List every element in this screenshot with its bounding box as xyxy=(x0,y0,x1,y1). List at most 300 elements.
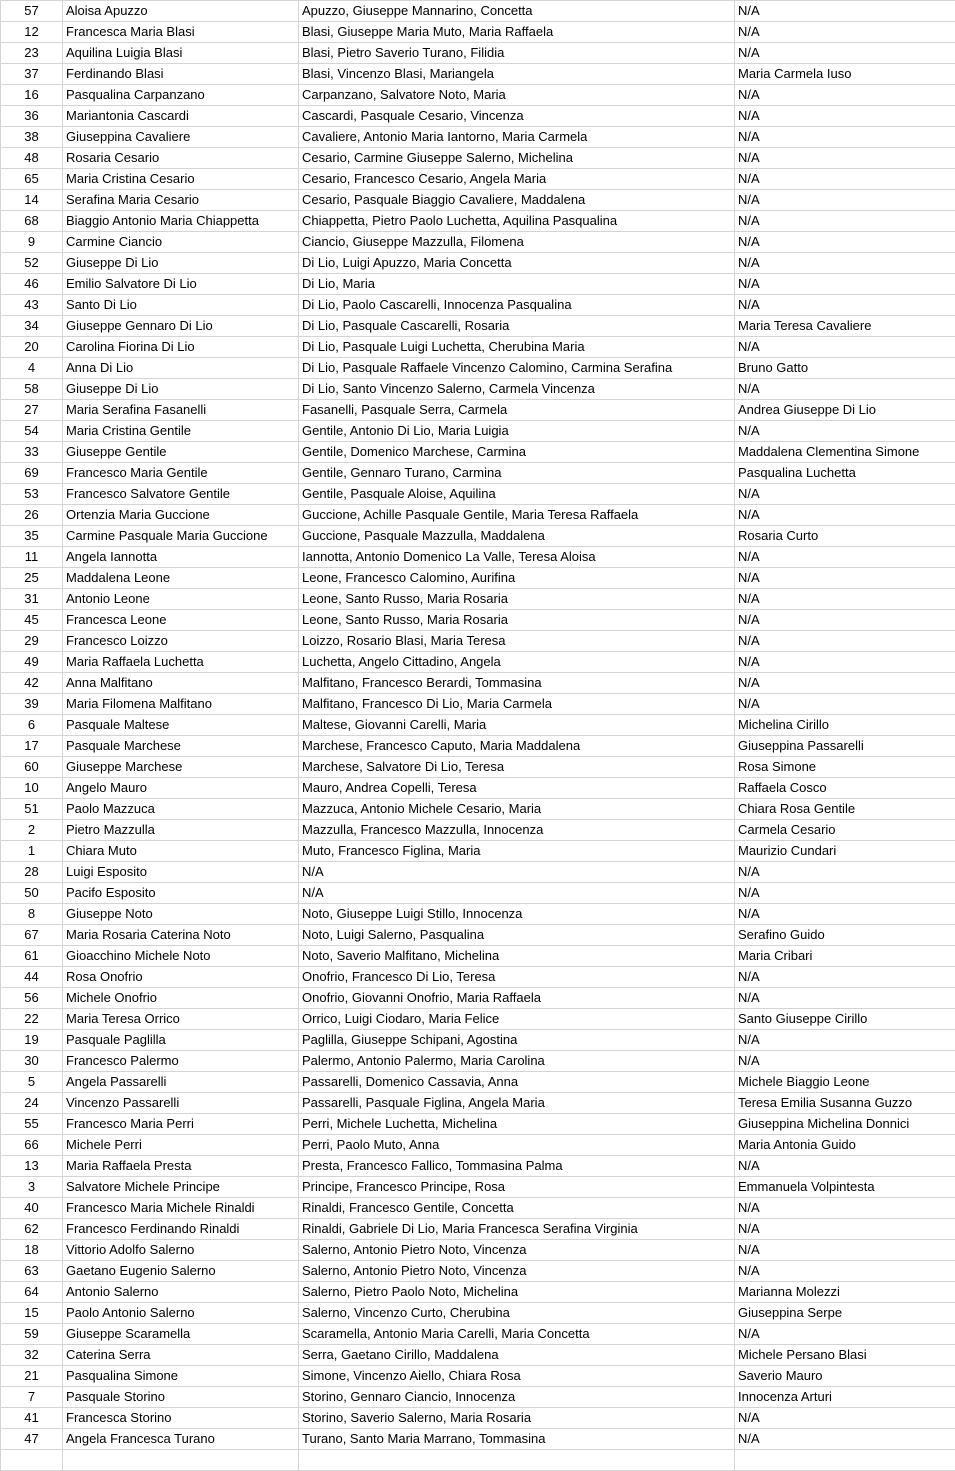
id-cell[interactable]: 19 xyxy=(1,1030,63,1051)
id-cell[interactable]: 63 xyxy=(1,1261,63,1282)
table-row xyxy=(1,673,955,694)
parents-cell[interactable]: Blasi, Pietro Saverio Turano, Filidia xyxy=(299,43,735,64)
parents-cell[interactable]: Cesario, Francesco Cesario, Angela Maria xyxy=(299,169,735,190)
spouse-cell[interactable]: N/A xyxy=(735,1261,955,1282)
parents-cell[interactable]: Rinaldi, Francesco Gentile, Concetta xyxy=(299,1198,735,1219)
spouse-cell[interactable]: Pasqualina Luchetta xyxy=(735,463,955,484)
parents-cell[interactable]: Chiappetta, Pietro Paolo Luchetta, Aquilina Pasqualina xyxy=(299,211,735,232)
id-cell[interactable]: 25 xyxy=(1,568,63,589)
spouse-cell[interactable]: Teresa Emilia Susanna Guzzo xyxy=(735,1093,955,1114)
table-row xyxy=(1,1030,955,1051)
spouse-cell[interactable]: N/A xyxy=(735,295,955,316)
id-cell[interactable]: 36 xyxy=(1,106,63,127)
spouse-cell[interactable]: Raffaela Cosco xyxy=(735,778,955,799)
spouse-cell[interactable]: N/A xyxy=(735,1051,955,1072)
parents-cell[interactable]: Iannotta, Antonio Domenico La Valle, Teresa Aloisa xyxy=(299,547,735,568)
spouse-cell[interactable]: Michele Persano Blasi xyxy=(735,1345,955,1366)
parents-cell[interactable]: N/A xyxy=(299,862,735,883)
spouse-cell[interactable]: N/A xyxy=(735,1156,955,1177)
parents-cell[interactable]: Cesario, Carmine Giuseppe Salerno, Michelina xyxy=(299,148,735,169)
parents-cell[interactable]: Muto, Francesco Figlina, Maria xyxy=(299,841,735,862)
id-cell[interactable]: 40 xyxy=(1,1198,63,1219)
id-cell[interactable]: 17 xyxy=(1,736,63,757)
parents-cell[interactable]: Gentile, Antonio Di Lio, Maria Luigia xyxy=(299,421,735,442)
name-cell[interactable]: Angela Passarelli xyxy=(63,1072,299,1093)
parents-cell[interactable]: Noto, Saverio Malfitano, Michelina xyxy=(299,946,735,967)
spouse-cell[interactable]: N/A xyxy=(735,85,955,106)
name-cell[interactable]: Michele Onofrio xyxy=(63,988,299,1009)
id-cell[interactable]: 2 xyxy=(1,820,63,841)
table-row xyxy=(1,1387,955,1408)
parents-cell[interactable]: Gentile, Gennaro Turano, Carmina xyxy=(299,463,735,484)
name-cell[interactable]: Antonio Leone xyxy=(63,589,299,610)
name-cell[interactable]: Maddalena Leone xyxy=(63,568,299,589)
name-cell[interactable]: Vittorio Adolfo Salerno xyxy=(63,1240,299,1261)
parents-cell[interactable]: Paglilla, Giuseppe Schipani, Agostina xyxy=(299,1030,735,1051)
parents-cell[interactable]: Perri, Michele Luchetta, Michelina xyxy=(299,1114,735,1135)
id-cell[interactable]: 46 xyxy=(1,274,63,295)
table-row xyxy=(1,694,955,715)
name-cell[interactable]: Rosaria Cesario xyxy=(63,148,299,169)
id-cell[interactable]: 41 xyxy=(1,1408,63,1429)
id-cell[interactable]: 43 xyxy=(1,295,63,316)
name-cell[interactable]: Angela Francesca Turano xyxy=(63,1429,299,1450)
id-cell[interactable]: 21 xyxy=(1,1366,63,1387)
id-cell[interactable]: 53 xyxy=(1,484,63,505)
table-row xyxy=(1,358,955,379)
id-cell[interactable]: 29 xyxy=(1,631,63,652)
spouse-cell[interactable]: Maria Carmela Iuso xyxy=(735,64,955,85)
name-cell[interactable]: Francesco Ferdinando Rinaldi xyxy=(63,1219,299,1240)
name-cell[interactable]: Maria Filomena Malfitano xyxy=(63,694,299,715)
parents-cell[interactable]: Storino, Gennaro Ciancio, Innocenza xyxy=(299,1387,735,1408)
parents-cell[interactable]: Principe, Francesco Principe, Rosa xyxy=(299,1177,735,1198)
name-cell[interactable]: Francesco Palermo xyxy=(63,1051,299,1072)
spouse-cell[interactable]: N/A xyxy=(735,862,955,883)
name-cell[interactable]: Serafina Maria Cesario xyxy=(63,190,299,211)
id-cell[interactable]: 14 xyxy=(1,190,63,211)
name-cell[interactable]: Francesca Storino xyxy=(63,1408,299,1429)
id-cell[interactable]: 26 xyxy=(1,505,63,526)
name-cell[interactable]: Francesco Salvatore Gentile xyxy=(63,484,299,505)
spouse-cell[interactable]: N/A xyxy=(735,568,955,589)
name-cell[interactable]: Carolina Fiorina Di Lio xyxy=(63,337,299,358)
parents-cell[interactable]: Noto, Luigi Salerno, Pasqualina xyxy=(299,925,735,946)
spouse-cell[interactable]: N/A xyxy=(735,22,955,43)
parents-cell[interactable]: Presta, Francesco Fallico, Tommasina Palma xyxy=(299,1156,735,1177)
id-cell[interactable]: 42 xyxy=(1,673,63,694)
name-cell[interactable]: Giuseppe Noto xyxy=(63,904,299,925)
id-cell[interactable]: 18 xyxy=(1,1240,63,1261)
parents-cell[interactable]: Fasanelli, Pasquale Serra, Carmela xyxy=(299,400,735,421)
name-cell[interactable]: Maria Raffaela Luchetta xyxy=(63,652,299,673)
spouse-cell[interactable]: Serafino Guido xyxy=(735,925,955,946)
parents-cell[interactable]: Salerno, Vincenzo Curto, Cherubina xyxy=(299,1303,735,1324)
spouse-cell[interactable]: Marianna Molezzi xyxy=(735,1282,955,1303)
spouse-cell[interactable]: N/A xyxy=(735,673,955,694)
id-cell[interactable]: 5 xyxy=(1,1072,63,1093)
table-row xyxy=(1,1198,955,1219)
parents-cell[interactable]: Serra, Gaetano Cirillo, Maddalena xyxy=(299,1345,735,1366)
spouse-cell[interactable]: N/A xyxy=(735,1219,955,1240)
parents-cell[interactable]: Loizzo, Rosario Blasi, Maria Teresa xyxy=(299,631,735,652)
parents-cell[interactable]: Orrico, Luigi Ciodaro, Maria Felice xyxy=(299,1009,735,1030)
name-cell[interactable]: Pasquale Paglilla xyxy=(63,1030,299,1051)
name-cell[interactable]: Paolo Mazzuca xyxy=(63,799,299,820)
spouse-cell[interactable]: N/A xyxy=(735,1408,955,1429)
parents-cell[interactable]: Di Lio, Luigi Apuzzo, Maria Concetta xyxy=(299,253,735,274)
name-cell[interactable]: Maria Rosaria Caterina Noto xyxy=(63,925,299,946)
id-cell[interactable]: 10 xyxy=(1,778,63,799)
id-cell[interactable]: 12 xyxy=(1,22,63,43)
id-cell[interactable]: 59 xyxy=(1,1324,63,1345)
parents-cell[interactable]: Mauro, Andrea Copelli, Teresa xyxy=(299,778,735,799)
spouse-cell[interactable]: N/A xyxy=(735,43,955,64)
table-row xyxy=(1,316,955,337)
spouse-cell[interactable]: N/A xyxy=(735,232,955,253)
name-cell[interactable]: Pietro Mazzulla xyxy=(63,820,299,841)
table-row xyxy=(1,43,955,64)
parents-cell[interactable]: Gentile, Pasquale Aloise, Aquilina xyxy=(299,484,735,505)
id-cell[interactable]: 20 xyxy=(1,337,63,358)
parents-cell[interactable]: Leone, Francesco Calomino, Aurifina xyxy=(299,568,735,589)
table-row xyxy=(1,1450,955,1471)
spouse-cell[interactable]: N/A xyxy=(735,967,955,988)
id-cell[interactable]: 48 xyxy=(1,148,63,169)
name-cell[interactable]: Chiara Muto xyxy=(63,841,299,862)
spouse-cell[interactable]: N/A xyxy=(735,1429,955,1450)
spouse-cell[interactable]: N/A xyxy=(735,1324,955,1345)
id-cell[interactable]: 3 xyxy=(1,1177,63,1198)
parents-cell[interactable]: Di Lio, Santo Vincenzo Salerno, Carmela Vincenza xyxy=(299,379,735,400)
name-cell[interactable]: Ortenzia Maria Guccione xyxy=(63,505,299,526)
spouse-cell[interactable]: Carmela Cesario xyxy=(735,820,955,841)
spouse-cell[interactable]: Giuseppina Serpe xyxy=(735,1303,955,1324)
parents-cell[interactable]: Marchese, Francesco Caputo, Maria Maddalena xyxy=(299,736,735,757)
spouse-cell[interactable]: N/A xyxy=(735,484,955,505)
spouse-cell[interactable]: Giuseppina Michelina Donnici xyxy=(735,1114,955,1135)
name-cell[interactable]: Santo Di Lio xyxy=(63,295,299,316)
name-cell[interactable]: Francesca Maria Blasi xyxy=(63,22,299,43)
parents-cell[interactable]: Malfitano, Francesco Berardi, Tommasina xyxy=(299,673,735,694)
parents-cell[interactable]: Passarelli, Pasquale Figlina, Angela Maria xyxy=(299,1093,735,1114)
table-row xyxy=(1,1072,955,1093)
id-cell[interactable]: 50 xyxy=(1,883,63,904)
id-cell[interactable]: 62 xyxy=(1,1219,63,1240)
id-cell[interactable]: 44 xyxy=(1,967,63,988)
table-row xyxy=(1,484,955,505)
spouse-cell[interactable]: Maddalena Clementina Simone xyxy=(735,442,955,463)
id-cell[interactable]: 4 xyxy=(1,358,63,379)
name-cell[interactable]: Biaggio Antonio Maria Chiappetta xyxy=(63,211,299,232)
id-cell[interactable]: 69 xyxy=(1,463,63,484)
spouse-cell[interactable]: N/A xyxy=(735,1198,955,1219)
spouse-cell[interactable]: N/A xyxy=(735,547,955,568)
spouse-cell[interactable]: N/A xyxy=(735,379,955,400)
parents-cell[interactable]: Storino, Saverio Salerno, Maria Rosaria xyxy=(299,1408,735,1429)
spouse-cell[interactable]: Rosaria Curto xyxy=(735,526,955,547)
spouse-cell[interactable]: N/A xyxy=(735,652,955,673)
name-cell[interactable]: Giuseppina Cavaliere xyxy=(63,127,299,148)
parents-cell[interactable]: Onofrio, Giovanni Onofrio, Maria Raffaela xyxy=(299,988,735,1009)
id-cell[interactable]: 24 xyxy=(1,1093,63,1114)
name-cell[interactable]: Angela Iannotta xyxy=(63,547,299,568)
name-cell[interactable]: Anna Malfitano xyxy=(63,673,299,694)
table-row xyxy=(1,1135,955,1156)
name-cell[interactable]: Carmine Pasquale Maria Guccione xyxy=(63,526,299,547)
spouse-cell[interactable]: N/A xyxy=(735,505,955,526)
id-cell[interactable]: 6 xyxy=(1,715,63,736)
id-cell[interactable]: 55 xyxy=(1,1114,63,1135)
spouse-cell[interactable]: N/A xyxy=(735,421,955,442)
spouse-cell[interactable]: Bruno Gatto xyxy=(735,358,955,379)
id-cell[interactable]: 13 xyxy=(1,1156,63,1177)
name-cell[interactable]: Francesca Leone xyxy=(63,610,299,631)
parents-cell[interactable]: Guccione, Pasquale Mazzulla, Maddalena xyxy=(299,526,735,547)
spouse-cell[interactable]: N/A xyxy=(735,190,955,211)
name-cell[interactable]: Luigi Esposito xyxy=(63,862,299,883)
parents-cell[interactable]: Guccione, Achille Pasquale Gentile, Maria Teresa Raffaela xyxy=(299,505,735,526)
spouse-cell[interactable]: N/A xyxy=(735,1030,955,1051)
parents-cell[interactable]: Blasi, Giuseppe Maria Muto, Maria Raffaela xyxy=(299,22,735,43)
id-cell[interactable]: 57 xyxy=(1,1,63,22)
id-cell[interactable]: 15 xyxy=(1,1303,63,1324)
spouse-cell[interactable]: Maria Teresa Cavaliere xyxy=(735,316,955,337)
parents-cell[interactable]: Carpanzano, Salvatore Noto, Maria xyxy=(299,85,735,106)
spouse-cell[interactable]: N/A xyxy=(735,169,955,190)
parents-cell[interactable]: Simone, Vincenzo Aiello, Chiara Rosa xyxy=(299,1366,735,1387)
spouse-cell[interactable]: N/A xyxy=(735,904,955,925)
name-cell[interactable]: Angelo Mauro xyxy=(63,778,299,799)
name-cell[interactable]: Pasquale Maltese xyxy=(63,715,299,736)
name-cell[interactable]: Mariantonia Cascardi xyxy=(63,106,299,127)
spouse-cell[interactable]: N/A xyxy=(735,106,955,127)
parents-cell[interactable]: Onofrio, Francesco Di Lio, Teresa xyxy=(299,967,735,988)
name-cell[interactable]: Aloisa Apuzzo xyxy=(63,1,299,22)
parents-cell[interactable]: Di Lio, Pasquale Luigi Luchetta, Cherubina Maria xyxy=(299,337,735,358)
spouse-cell[interactable]: Michelina Cirillo xyxy=(735,715,955,736)
spouse-cell[interactable]: Maurizio Cundari xyxy=(735,841,955,862)
name-cell[interactable]: Giuseppe Gentile xyxy=(63,442,299,463)
id-cell[interactable]: 52 xyxy=(1,253,63,274)
parents-cell[interactable]: Cavaliere, Antonio Maria Iantorno, Maria Carmela xyxy=(299,127,735,148)
parents-cell[interactable]: Malfitano, Francesco Di Lio, Maria Carmela xyxy=(299,694,735,715)
parents-cell[interactable]: Mazzuca, Antonio Michele Cesario, Maria xyxy=(299,799,735,820)
parents-cell[interactable]: N/A xyxy=(299,883,735,904)
parents-cell[interactable]: Gentile, Domenico Marchese, Carmina xyxy=(299,442,735,463)
parents-cell[interactable]: Di Lio, Maria xyxy=(299,274,735,295)
id-cell[interactable]: 23 xyxy=(1,43,63,64)
parents-cell[interactable]: Di Lio, Pasquale Cascarelli, Rosaria xyxy=(299,316,735,337)
name-cell[interactable]: Pasqualina Carpanzano xyxy=(63,85,299,106)
id-cell[interactable]: 37 xyxy=(1,64,63,85)
name-cell[interactable]: Gioacchino Michele Noto xyxy=(63,946,299,967)
parents-cell[interactable]: Cascardi, Pasquale Cesario, Vincenza xyxy=(299,106,735,127)
parents-cell[interactable]: Salerno, Antonio Pietro Noto, Vincenza xyxy=(299,1261,735,1282)
spouse-cell[interactable]: Chiara Rosa Gentile xyxy=(735,799,955,820)
id-cell[interactable]: 54 xyxy=(1,421,63,442)
id-cell[interactable]: 56 xyxy=(1,988,63,1009)
name-cell[interactable]: Francesco Maria Michele Rinaldi xyxy=(63,1198,299,1219)
id-cell[interactable]: 39 xyxy=(1,694,63,715)
name-cell[interactable]: Pasquale Marchese xyxy=(63,736,299,757)
id-cell[interactable]: 8 xyxy=(1,904,63,925)
parents-cell[interactable]: Di Lio, Paolo Cascarelli, Innocenza Pasqualina xyxy=(299,295,735,316)
parents-cell[interactable]: Di Lio, Pasquale Raffaele Vincenzo Calomino, Carmina Serafina xyxy=(299,358,735,379)
parents-cell[interactable]: Leone, Santo Russo, Maria Rosaria xyxy=(299,610,735,631)
spouse-cell[interactable]: Maria Antonia Guido xyxy=(735,1135,955,1156)
name-cell[interactable]: Salvatore Michele Principe xyxy=(63,1177,299,1198)
parents-cell[interactable]: Luchetta, Angelo Cittadino, Angela xyxy=(299,652,735,673)
name-cell[interactable]: Antonio Salerno xyxy=(63,1282,299,1303)
parents-cell[interactable]: Cesario, Pasquale Biaggio Cavaliere, Maddalena xyxy=(299,190,735,211)
name-cell[interactable]: Giuseppe Di Lio xyxy=(63,253,299,274)
parents-cell[interactable]: Leone, Santo Russo, Maria Rosaria xyxy=(299,589,735,610)
spouse-cell[interactable]: N/A xyxy=(735,1240,955,1261)
spouse-cell[interactable]: Rosa Simone xyxy=(735,757,955,778)
id-cell[interactable]: 16 xyxy=(1,85,63,106)
table-row xyxy=(1,925,955,946)
spouse-cell[interactable] xyxy=(735,1450,955,1471)
id-cell[interactable]: 22 xyxy=(1,1009,63,1030)
parents-cell[interactable]: Maltese, Giovanni Carelli, Maria xyxy=(299,715,735,736)
id-cell[interactable]: 35 xyxy=(1,526,63,547)
id-cell[interactable]: 49 xyxy=(1,652,63,673)
parents-cell[interactable]: Blasi, Vincenzo Blasi, Mariangela xyxy=(299,64,735,85)
name-cell[interactable]: Pasquale Storino xyxy=(63,1387,299,1408)
name-cell[interactable]: Maria Teresa Orrico xyxy=(63,1009,299,1030)
spouse-cell[interactable]: N/A xyxy=(735,1,955,22)
spouse-cell[interactable]: N/A xyxy=(735,631,955,652)
spouse-cell[interactable]: N/A xyxy=(735,337,955,358)
parents-cell[interactable]: Ciancio, Giuseppe Mazzulla, Filomena xyxy=(299,232,735,253)
name-cell[interactable]: Maria Cristina Gentile xyxy=(63,421,299,442)
name-cell[interactable]: Rosa Onofrio xyxy=(63,967,299,988)
name-cell[interactable]: Giuseppe Scaramella xyxy=(63,1324,299,1345)
parents-cell[interactable]: Salerno, Antonio Pietro Noto, Vincenza xyxy=(299,1240,735,1261)
id-cell[interactable]: 45 xyxy=(1,610,63,631)
name-cell[interactable]: Francesco Loizzo xyxy=(63,631,299,652)
parents-cell[interactable]: Rinaldi, Gabriele Di Lio, Maria Francesca Serafina Virginia xyxy=(299,1219,735,1240)
name-cell[interactable]: Emilio Salvatore Di Lio xyxy=(63,274,299,295)
parents-cell[interactable]: Marchese, Salvatore Di Lio, Teresa xyxy=(299,757,735,778)
spouse-cell[interactable]: N/A xyxy=(735,883,955,904)
name-cell[interactable]: Michele Perri xyxy=(63,1135,299,1156)
spouse-cell[interactable]: N/A xyxy=(735,253,955,274)
id-cell[interactable]: 47 xyxy=(1,1429,63,1450)
id-cell[interactable]: 7 xyxy=(1,1387,63,1408)
id-cell[interactable] xyxy=(1,1450,63,1471)
name-cell[interactable]: Aquilina Luigia Blasi xyxy=(63,43,299,64)
id-cell[interactable]: 1 xyxy=(1,841,63,862)
name-cell[interactable]: Anna Di Lio xyxy=(63,358,299,379)
spouse-cell[interactable]: Santo Giuseppe Cirillo xyxy=(735,1009,955,1030)
id-cell[interactable]: 58 xyxy=(1,379,63,400)
id-cell[interactable]: 27 xyxy=(1,400,63,421)
parents-cell[interactable]: Perri, Paolo Muto, Anna xyxy=(299,1135,735,1156)
id-cell[interactable]: 67 xyxy=(1,925,63,946)
parents-cell[interactable]: Palermo, Antonio Palermo, Maria Carolina xyxy=(299,1051,735,1072)
id-cell[interactable]: 28 xyxy=(1,862,63,883)
id-cell[interactable]: 34 xyxy=(1,316,63,337)
spouse-cell[interactable]: N/A xyxy=(735,610,955,631)
table-row xyxy=(1,778,955,799)
id-cell[interactable]: 38 xyxy=(1,127,63,148)
name-cell[interactable]: Pasqualina Simone xyxy=(63,1366,299,1387)
parents-cell[interactable]: Turano, Santo Maria Marrano, Tommasina xyxy=(299,1429,735,1450)
id-cell[interactable]: 60 xyxy=(1,757,63,778)
spouse-cell[interactable]: Emmanuela Volpintesta xyxy=(735,1177,955,1198)
spouse-cell[interactable]: Andrea Giuseppe Di Lio xyxy=(735,400,955,421)
spouse-cell[interactable]: Saverio Mauro xyxy=(735,1366,955,1387)
spouse-cell[interactable]: N/A xyxy=(735,148,955,169)
spouse-cell[interactable]: Innocenza Arturi xyxy=(735,1387,955,1408)
spouse-cell[interactable]: N/A xyxy=(735,589,955,610)
id-cell[interactable]: 64 xyxy=(1,1282,63,1303)
parents-cell[interactable]: Mazzulla, Francesco Mazzulla, Innocenza xyxy=(299,820,735,841)
table-row xyxy=(1,190,955,211)
name-cell[interactable]: Francesco Maria Perri xyxy=(63,1114,299,1135)
table-row xyxy=(1,967,955,988)
name-cell[interactable]: Maria Raffaela Presta xyxy=(63,1156,299,1177)
name-cell[interactable]: Ferdinando Blasi xyxy=(63,64,299,85)
name-cell[interactable]: Giuseppe Di Lio xyxy=(63,379,299,400)
id-cell[interactable]: 66 xyxy=(1,1135,63,1156)
parents-cell[interactable]: Passarelli, Domenico Cassavia, Anna xyxy=(299,1072,735,1093)
id-cell[interactable]: 11 xyxy=(1,547,63,568)
name-cell[interactable]: Francesco Maria Gentile xyxy=(63,463,299,484)
parents-cell[interactable] xyxy=(299,1450,735,1471)
name-cell[interactable]: Caterina Serra xyxy=(63,1345,299,1366)
spouse-cell[interactable]: N/A xyxy=(735,211,955,232)
table-row xyxy=(1,526,955,547)
table-row xyxy=(1,946,955,967)
name-cell[interactable]: Vincenzo Passarelli xyxy=(63,1093,299,1114)
name-cell[interactable]: Carmine Ciancio xyxy=(63,232,299,253)
parents-cell[interactable]: Scaramella, Antonio Maria Carelli, Maria Concetta xyxy=(299,1324,735,1345)
table-row xyxy=(1,757,955,778)
parents-cell[interactable]: Apuzzo, Giuseppe Mannarino, Concetta xyxy=(299,1,735,22)
name-cell[interactable]: Paolo Antonio Salerno xyxy=(63,1303,299,1324)
id-cell[interactable]: 68 xyxy=(1,211,63,232)
id-cell[interactable]: 30 xyxy=(1,1051,63,1072)
id-cell[interactable]: 31 xyxy=(1,589,63,610)
spouse-cell[interactable]: N/A xyxy=(735,988,955,1009)
id-cell[interactable]: 51 xyxy=(1,799,63,820)
parents-cell[interactable]: Salerno, Pietro Paolo Noto, Michelina xyxy=(299,1282,735,1303)
id-cell[interactable]: 61 xyxy=(1,946,63,967)
name-cell[interactable]: Giuseppe Marchese xyxy=(63,757,299,778)
name-cell[interactable] xyxy=(63,1450,299,1471)
spouse-cell[interactable]: Michele Biaggio Leone xyxy=(735,1072,955,1093)
id-cell[interactable]: 9 xyxy=(1,232,63,253)
spouse-cell[interactable]: Giuseppina Passarelli xyxy=(735,736,955,757)
parents-cell[interactable]: Noto, Giuseppe Luigi Stillo, Innocenza xyxy=(299,904,735,925)
name-cell[interactable]: Maria Cristina Cesario xyxy=(63,169,299,190)
name-cell[interactable]: Gaetano Eugenio Salerno xyxy=(63,1261,299,1282)
id-cell[interactable]: 32 xyxy=(1,1345,63,1366)
spouse-cell[interactable]: Maria Cribari xyxy=(735,946,955,967)
spouse-cell[interactable]: N/A xyxy=(735,127,955,148)
name-cell[interactable]: Pacifo Esposito xyxy=(63,883,299,904)
name-cell[interactable]: Maria Serafina Fasanelli xyxy=(63,400,299,421)
table-row xyxy=(1,1282,955,1303)
spouse-cell[interactable]: N/A xyxy=(735,694,955,715)
name-cell[interactable]: Giuseppe Gennaro Di Lio xyxy=(63,316,299,337)
spouse-cell[interactable]: N/A xyxy=(735,274,955,295)
id-cell[interactable]: 33 xyxy=(1,442,63,463)
id-cell[interactable]: 65 xyxy=(1,169,63,190)
